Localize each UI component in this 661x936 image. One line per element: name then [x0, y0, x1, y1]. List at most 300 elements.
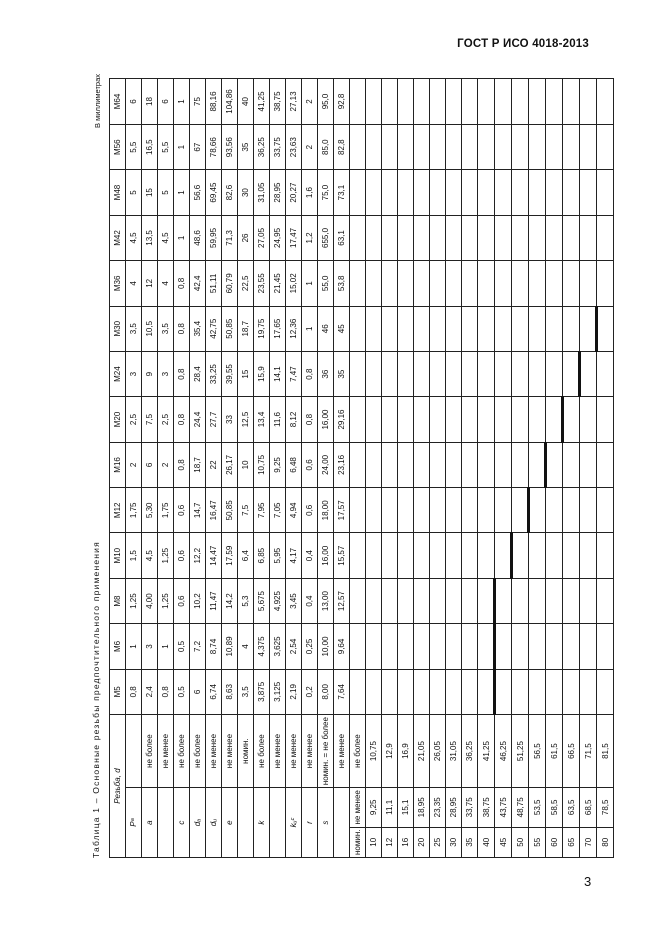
length-min: 58,5 [546, 788, 563, 827]
param-value: 15,02 [286, 261, 302, 306]
length-max: 21,05 [414, 715, 430, 788]
length-row [366, 79, 382, 858]
param-value: 15,9 [254, 351, 270, 396]
param-value: 19,75 [254, 306, 270, 351]
length-cell [398, 261, 414, 306]
length-header-row [350, 79, 366, 858]
length-cell [478, 306, 495, 351]
param-value: 6 [158, 79, 174, 125]
param-value: 14,1 [270, 351, 286, 396]
param-value: 5 [158, 170, 174, 215]
param-value: 17,65 [270, 306, 286, 351]
length-cell [563, 578, 580, 623]
length-nominal: 12 [382, 827, 398, 857]
length-cell [478, 79, 495, 125]
size-header: M6 [110, 624, 126, 669]
thread-label: Резьба, d [110, 715, 126, 858]
param-value: 1 [302, 261, 318, 306]
length-max: 12,9 [382, 715, 398, 788]
length-cell [563, 124, 580, 169]
param-value: 13,00 [318, 578, 334, 623]
param-value: 2 [302, 79, 318, 125]
length-cell [563, 215, 580, 260]
length-cell [382, 397, 398, 442]
param-value: 1 [126, 624, 142, 669]
thread-table [109, 78, 614, 858]
param-value: 30 [238, 170, 254, 215]
param-value: 33,75 [270, 124, 286, 169]
length-cell [597, 578, 614, 623]
param-row [222, 79, 238, 858]
param-value: 8,00 [318, 669, 334, 714]
length-cell [350, 215, 366, 260]
param-value: 0,6 [302, 488, 318, 533]
param-value: 35 [334, 351, 350, 396]
param-value: 24,95 [270, 215, 286, 260]
param-value: 8,63 [222, 669, 238, 714]
param-value: 33,25 [206, 351, 222, 396]
param-value: 27,13 [286, 79, 302, 125]
length-cell [430, 261, 446, 306]
param-value: 0,6 [302, 442, 318, 487]
length-cell [597, 261, 614, 306]
param-value: 4 [126, 261, 142, 306]
length-cell [495, 124, 512, 169]
param-value: 28,95 [270, 170, 286, 215]
param-value: 15,57 [334, 533, 350, 578]
length-cell [414, 578, 430, 623]
param-value: 4,5 [126, 215, 142, 260]
length-cell [512, 624, 529, 669]
length-cell [382, 170, 398, 215]
param-value: 2 [302, 124, 318, 169]
param-value: 73,1 [334, 170, 350, 215]
param-value: 16,00 [318, 397, 334, 442]
param-value: 6,85 [254, 533, 270, 578]
length-cell [512, 397, 529, 442]
param-value: 39,55 [222, 351, 238, 396]
param-value: 3,875 [254, 669, 270, 714]
length-cell [414, 669, 430, 714]
length-max: 10,75 [366, 715, 382, 788]
size-header-row [110, 79, 126, 858]
length-cell [414, 397, 430, 442]
length-cell [478, 533, 495, 578]
length-nominal: 35 [462, 827, 478, 857]
param-value: 3,625 [270, 624, 286, 669]
param-value: 3,5 [238, 669, 254, 714]
length-min: 63,5 [563, 788, 580, 827]
length-cell [350, 79, 366, 125]
length-row [512, 79, 529, 858]
length-cell [529, 261, 546, 306]
length-cell [529, 351, 546, 396]
param-value: 1 [158, 624, 174, 669]
param-value: 18,00 [318, 488, 334, 533]
param-value: 20,27 [286, 170, 302, 215]
param-value: 4 [238, 624, 254, 669]
length-min: 43,75 [495, 788, 512, 827]
param-value: 3,125 [270, 669, 286, 714]
length-min: 15,1 [398, 788, 414, 827]
param-value: 12,2 [190, 533, 206, 578]
param-value: 8,12 [286, 397, 302, 442]
length-min: 33,75 [462, 788, 478, 827]
param-symbol [334, 788, 350, 858]
length-cell [478, 397, 495, 442]
param-qualifier: не менее [206, 715, 222, 788]
param-value: 59,95 [206, 215, 222, 260]
size-header: M64 [110, 79, 126, 125]
length-cell [546, 624, 563, 669]
length-cell [398, 215, 414, 260]
param-value: 0,8 [174, 397, 190, 442]
param-value: 1 [174, 215, 190, 260]
length-cell [430, 351, 446, 396]
length-nominal: 10 [366, 827, 382, 857]
param-value: 0,25 [302, 624, 318, 669]
length-cell [546, 397, 563, 442]
length-cell [580, 669, 597, 714]
param-value: 35 [238, 124, 254, 169]
param-row [254, 79, 270, 858]
rotated-table-block [85, 74, 610, 858]
length-cell [597, 170, 614, 215]
param-value: 8,74 [206, 624, 222, 669]
param-value: 3,45 [286, 578, 302, 623]
length-max: 31,05 [446, 715, 462, 788]
length-cell [597, 442, 614, 487]
length-cell [546, 351, 563, 396]
param-qualifier: не менее [158, 715, 174, 788]
param-value: 1,25 [158, 578, 174, 623]
length-cell [478, 170, 495, 215]
length-min: 53,5 [529, 788, 546, 827]
length-cell [495, 170, 512, 215]
length-cell [398, 124, 414, 169]
length-cell [462, 170, 478, 215]
length-min: 18,95 [414, 788, 430, 827]
length-cell [398, 170, 414, 215]
length-cell [597, 488, 614, 533]
length-nominal: 60 [546, 827, 563, 857]
param-value: 9,25 [270, 442, 286, 487]
length-cell [382, 124, 398, 169]
param-row [174, 79, 190, 858]
length-nominal: 30 [446, 827, 462, 857]
length-cell [446, 397, 462, 442]
param-value: 67 [190, 124, 206, 169]
length-cell [414, 442, 430, 487]
length-row [478, 79, 495, 858]
param-value: 22,5 [238, 261, 254, 306]
param-value: 31,05 [254, 170, 270, 215]
param-value: 3,5 [158, 306, 174, 351]
param-value: 6 [142, 442, 158, 487]
param-value: 10,89 [222, 624, 238, 669]
param-qualifier: номин. [238, 715, 254, 788]
param-value: 17,59 [222, 533, 238, 578]
param-value: 88,16 [206, 79, 222, 125]
length-cell [414, 124, 430, 169]
param-value: 0,4 [302, 533, 318, 578]
length-cell [414, 533, 430, 578]
length-cell [580, 533, 597, 578]
param-value: 7,5 [142, 397, 158, 442]
length-cell [546, 306, 563, 351]
length-cell [446, 624, 462, 669]
length-cell [563, 351, 580, 396]
size-header: M36 [110, 261, 126, 306]
param-value: 24,4 [190, 397, 206, 442]
length-cell [512, 533, 529, 578]
length-cell [350, 170, 366, 215]
param-value: 42,4 [190, 261, 206, 306]
param-value: 36,25 [254, 124, 270, 169]
param-symbol: dᵤ [206, 788, 222, 858]
length-cell [430, 488, 446, 533]
length-nominal: 65 [563, 827, 580, 857]
length-row [563, 79, 580, 858]
param-value: 69,45 [206, 170, 222, 215]
param-value: 7,2 [190, 624, 206, 669]
length-cell [478, 442, 495, 487]
param-qualifier [126, 715, 142, 788]
param-value: 38,75 [270, 79, 286, 125]
param-value: 4,925 [270, 578, 286, 623]
length-cell [546, 79, 563, 125]
length-cell [446, 124, 462, 169]
length-cell [529, 170, 546, 215]
param-value: 6,48 [286, 442, 302, 487]
length-cell [414, 79, 430, 125]
param-value: 45 [334, 306, 350, 351]
param-symbol: Pᵃ [126, 788, 142, 858]
param-value: 0,8 [174, 351, 190, 396]
param-value: 2,5 [158, 397, 174, 442]
param-row [334, 79, 350, 858]
page-number: 3 [584, 874, 592, 889]
length-max: 46,25 [495, 715, 512, 788]
param-symbol: kᵤᶜ [286, 788, 302, 858]
length-cell [382, 215, 398, 260]
length-cell [398, 79, 414, 125]
length-cell [597, 397, 614, 442]
length-cell [430, 306, 446, 351]
param-value: 42,75 [206, 306, 222, 351]
param-qualifier: не более [254, 715, 270, 788]
length-cell [580, 215, 597, 260]
length-cell [529, 79, 546, 125]
param-value: 6 [126, 79, 142, 125]
length-cell [546, 261, 563, 306]
length-cell [366, 261, 382, 306]
length-cell [366, 397, 382, 442]
length-nominal: 80 [597, 827, 614, 857]
param-value: 1,5 [126, 533, 142, 578]
param-value: 50,85 [222, 306, 238, 351]
length-cell [462, 397, 478, 442]
param-value: 2,19 [286, 669, 302, 714]
param-value: 1 [302, 306, 318, 351]
length-cell [597, 624, 614, 669]
length-cell [495, 215, 512, 260]
param-value: 0,5 [174, 669, 190, 714]
length-cell [446, 533, 462, 578]
param-value: 7,05 [270, 488, 286, 533]
length-row [529, 79, 546, 858]
thread-table-container [109, 78, 614, 858]
length-cell [563, 306, 580, 351]
length-cell [529, 442, 546, 487]
length-cell [495, 261, 512, 306]
length-cell [478, 578, 495, 623]
length-cell [446, 170, 462, 215]
param-value: 10 [238, 442, 254, 487]
param-value: 7,5 [238, 488, 254, 533]
length-cell [350, 261, 366, 306]
param-value: 18,7 [238, 306, 254, 351]
param-value: 11,6 [270, 397, 286, 442]
length-cell [546, 442, 563, 487]
length-cell [512, 578, 529, 623]
param-value: 0,6 [174, 578, 190, 623]
param-value: 5,5 [126, 124, 142, 169]
param-qualifier: не более [142, 715, 158, 788]
length-cell [430, 578, 446, 623]
length-cell [430, 397, 446, 442]
length-cell [563, 488, 580, 533]
param-value: 92,8 [334, 79, 350, 125]
param-qualifier: не менее [270, 715, 286, 788]
length-cell [366, 215, 382, 260]
param-value: 655,0 [318, 215, 334, 260]
param-value: 3 [142, 624, 158, 669]
length-row [446, 79, 462, 858]
param-value: 17,47 [286, 215, 302, 260]
length-cell [414, 488, 430, 533]
length-cell [512, 488, 529, 533]
length-cell [398, 351, 414, 396]
param-row [190, 79, 206, 858]
param-value: 13,4 [254, 397, 270, 442]
param-value: 14,2 [222, 578, 238, 623]
length-cell [546, 124, 563, 169]
length-cell [597, 79, 614, 125]
length-cell [478, 488, 495, 533]
length-nominal: 55 [529, 827, 546, 857]
param-row [158, 79, 174, 858]
param-row [206, 79, 222, 858]
length-cell [350, 306, 366, 351]
length-cell [478, 261, 495, 306]
length-cell [546, 488, 563, 533]
param-value: 0,8 [174, 306, 190, 351]
length-cell [512, 124, 529, 169]
param-value: 21,45 [270, 261, 286, 306]
param-value: 12,36 [286, 306, 302, 351]
param-value: 1 [174, 170, 190, 215]
param-value: 56,6 [190, 170, 206, 215]
param-value: 2 [158, 442, 174, 487]
param-value: 40 [238, 79, 254, 125]
length-nominal: 70 [580, 827, 597, 857]
length-cell [446, 306, 462, 351]
length-max: 26,05 [430, 715, 446, 788]
length-cell [597, 533, 614, 578]
param-qualifier: номин. = не более [318, 715, 334, 788]
param-value: 48,6 [190, 215, 206, 260]
size-header: M5 [110, 669, 126, 714]
param-value: 13,5 [142, 215, 158, 260]
length-row [430, 79, 446, 858]
param-value: 1,25 [158, 533, 174, 578]
param-value: 15 [238, 351, 254, 396]
param-value: 33 [222, 397, 238, 442]
param-value: 36 [318, 351, 334, 396]
length-cell [512, 170, 529, 215]
length-cell [512, 79, 529, 125]
length-cell [597, 215, 614, 260]
param-value: 9 [142, 351, 158, 396]
param-value: 4 [158, 261, 174, 306]
length-cell [563, 261, 580, 306]
length-cell [462, 624, 478, 669]
length-cell [546, 215, 563, 260]
length-cell [563, 170, 580, 215]
length-cell [529, 215, 546, 260]
param-value: 16,47 [206, 488, 222, 533]
param-qualifier: не менее [334, 715, 350, 788]
length-cell [430, 533, 446, 578]
param-value: 0,8 [302, 351, 318, 396]
length-cell [495, 669, 512, 714]
param-symbol [270, 788, 286, 858]
length-row [597, 79, 614, 858]
length-cell [398, 533, 414, 578]
param-value: 1,75 [126, 488, 142, 533]
length-cell [597, 669, 614, 714]
param-value: 7,47 [286, 351, 302, 396]
size-header: M16 [110, 442, 126, 487]
length-cell [414, 351, 430, 396]
length-cell [495, 533, 512, 578]
length-max-header: не более [350, 715, 366, 788]
param-value: 6 [190, 669, 206, 714]
param-symbol: s [318, 788, 334, 858]
length-cell [478, 124, 495, 169]
length-max: 66,5 [563, 715, 580, 788]
param-value: 104,86 [222, 79, 238, 125]
param-value: 23,55 [254, 261, 270, 306]
length-cell [495, 351, 512, 396]
length-cell [366, 79, 382, 125]
length-cell [414, 261, 430, 306]
param-value: 85,0 [318, 124, 334, 169]
param-value: 4,5 [142, 533, 158, 578]
param-qualifier: не менее [222, 715, 238, 788]
length-cell [495, 79, 512, 125]
param-qualifier: не более [174, 715, 190, 788]
param-row [270, 79, 286, 858]
length-cell [563, 533, 580, 578]
length-cell [563, 442, 580, 487]
param-value: 1 [174, 79, 190, 125]
length-cell [495, 488, 512, 533]
param-value: 12 [142, 261, 158, 306]
param-value: 2,4 [142, 669, 158, 714]
param-value: 60,79 [222, 261, 238, 306]
